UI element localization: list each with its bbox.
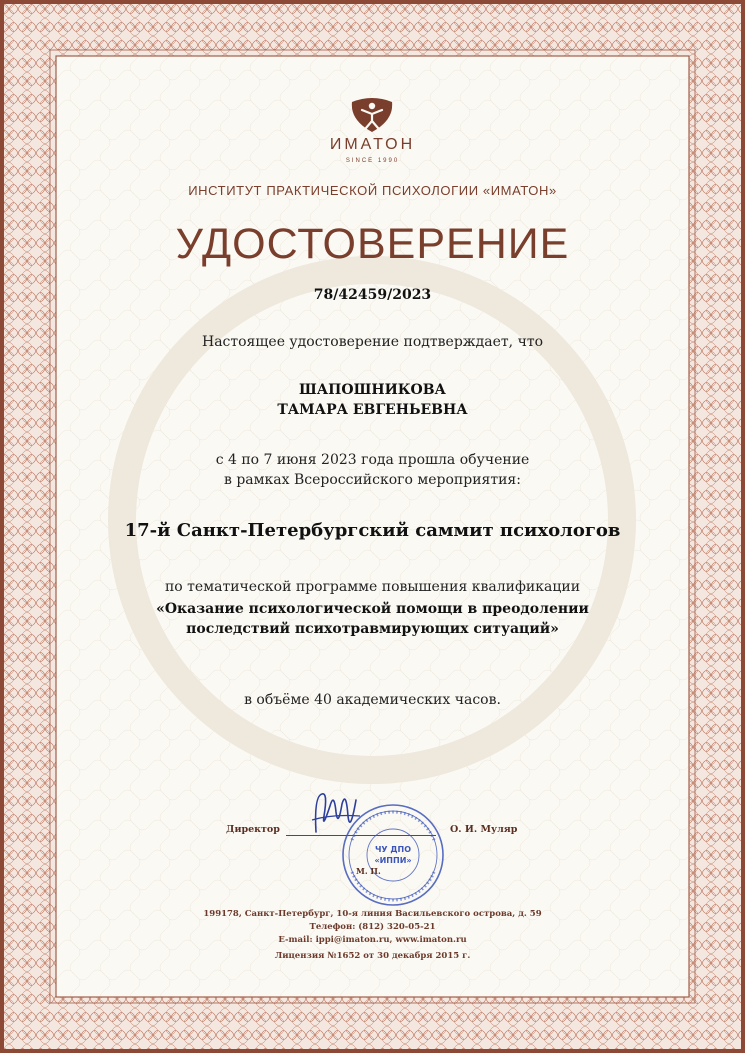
confirm-text: Настоящее удостоверение подтверждает, что bbox=[201, 334, 543, 350]
recipient-given-names: ТАМАРА ЕВГЕНЬЕВНА bbox=[277, 402, 468, 418]
program-intro: по тематической программе повышения квалификации bbox=[164, 579, 581, 595]
logo-since: SINCE 1990 bbox=[345, 158, 400, 164]
signature-role: Директор bbox=[226, 824, 280, 835]
program-title-line1: «Оказание психологической помощи в преодолении bbox=[156, 601, 589, 617]
footer-license: Лицензия №1652 от 30 декабря 2015 г. bbox=[274, 951, 471, 961]
imaton-logo-icon bbox=[348, 94, 396, 134]
event-intro: в рамках Всероссийского мероприятия: bbox=[223, 472, 521, 488]
institute-name: ИНСТИТУТ ПРАКТИЧЕСКОЙ ПСИХОЛОГИИ «ИМАТОН» bbox=[188, 183, 557, 198]
footer-address: 199178, Санкт-Петербург, 10-я линия Васильевского острова, д. 59 bbox=[203, 909, 542, 919]
stamp-line2: «ИППИ» bbox=[374, 856, 412, 865]
footer-email: E-mail: ippi@imaton.ru, www.imaton.ru bbox=[278, 935, 467, 945]
logo-wordmark: ИМАТОН bbox=[329, 136, 416, 153]
stamp-place-label: М. П. bbox=[356, 866, 381, 876]
certificate-number: 78/42459/2023 bbox=[313, 287, 432, 303]
recipient-surname: ШАПОШНИКОВА bbox=[299, 382, 446, 398]
event-name: 17-й Санкт-Петербургский саммит психологов bbox=[124, 520, 621, 541]
signature-name: О. И. Муляр bbox=[450, 824, 518, 835]
dates-line: с 4 по 7 июня 2023 года прошла обучение bbox=[215, 452, 530, 468]
hours-text: в объёме 40 академических часов. bbox=[244, 692, 501, 708]
stamp-line1: ЧУ ДПО bbox=[374, 845, 412, 854]
program-title-line2: последствий психотравмирующих ситуаций» bbox=[186, 621, 559, 637]
official-stamp bbox=[338, 800, 448, 910]
certificate-title: УДОСТОВЕРЕНИЕ bbox=[175, 220, 570, 268]
footer-phone: Телефон: (812) 320-05-21 bbox=[309, 922, 436, 932]
